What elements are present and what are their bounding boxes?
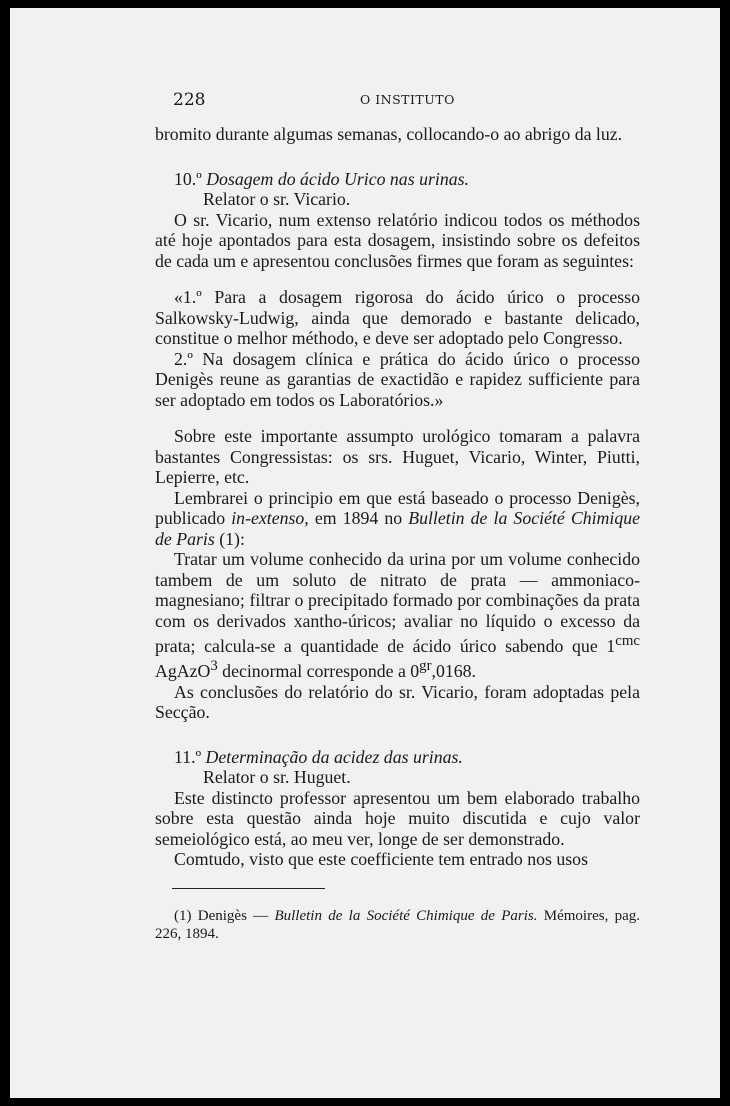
p3-italic-1: in-extenso, bbox=[231, 508, 309, 528]
section-11-reporter: Relator o sr. Huguet. bbox=[203, 767, 351, 788]
intro-paragraph: bromito durante algumas semanas, collocando-o ao abrigo da luz. bbox=[155, 124, 623, 144]
section-11-paragraph-1: Este distincto professor apresentou um bem elaborado trabalho sobre esta questão ainda hoje muito discutida e cujo valor semeiológico está, ao meu ver, longe de ser demonstrado. bbox=[155, 787, 640, 849]
p3-text-a: Lembrarei o principio em que está baseado o processo Denigès, publicado bbox=[155, 487, 640, 528]
section-10-number: 10.º bbox=[174, 168, 202, 189]
p4-text-d: ,0168. bbox=[431, 661, 476, 682]
section-10-paragraph-3 bbox=[155, 488, 640, 550]
p4-sup-2: 3 bbox=[210, 658, 218, 675]
p4-text-c: decinormal corresponde a 0 bbox=[217, 661, 420, 682]
quote-item-1: «1.º Para a dosagem rigorosa do ácido úrico o processo Salkowsky-Ludwig, ainda que demorado e bastante delicado, constitue o melhor méthodo, e deve ser adoptado pelo Congresso. bbox=[155, 287, 640, 348]
quote-item-2: 2.º Na dosagem clínica e prática do ácido úrico o processo Denigès reune as garantias de exactidão e rapidez sufficiente para ser adoptado em todos os Laboratórios.» bbox=[155, 348, 640, 410]
footnote bbox=[155, 907, 640, 943]
page-number: 228 bbox=[173, 90, 206, 110]
section-10-paragraph-2: Sobre este importante assumpto urológico tomaram a palavra bastantes Congressistas: os srs. Huguet, Vicario, Winter, Piutti, Lepierre, etc. bbox=[155, 426, 640, 487]
section-10-heading bbox=[155, 169, 640, 190]
p4-text-a: Tratar um volume conhecido da urina por um volume conhecido tambem de um soluto de nitrato de prata — ammoniaco-magnesiano; filtrar o precipitado formado por combinações da prata com os derivados xantho-úricos; avaliar no líquido o excesso da prata; calcula-se a quantidade de ácido úrico sabendo que 1 bbox=[155, 549, 640, 656]
section-10-paragraph-5: As conclusões do relatório do sr. Vicario, foram adoptadas pela Secção. bbox=[155, 681, 640, 723]
section-11-paragraph-2: Comtudo, visto que este coefficiente tem entrado nos usos bbox=[174, 849, 588, 870]
footnote-rest: Mémoires, pag. 226, 1894. bbox=[155, 908, 640, 942]
section-10-paragraph-4 bbox=[155, 549, 640, 682]
section-10-title: Dosagem do ácido Urico nas urinas. bbox=[206, 168, 469, 189]
section-10-paragraph-1: O sr. Vicario, num extenso relatório indicou todos os méthodos até hoje apontados para esta dosagem, insistindo sobre os defeitos de cada um e apresentou conclusões firmes que foram as seguintes: bbox=[155, 209, 640, 271]
footnote-divider bbox=[172, 888, 325, 889]
p4-sup-3: gr bbox=[419, 658, 432, 675]
p3-text-b: em 1894 no bbox=[314, 508, 403, 528]
section-11-number: 11.º bbox=[174, 746, 202, 767]
p4-sup-1: cmc bbox=[615, 633, 640, 649]
p4-text-b: AgAzO bbox=[155, 661, 211, 682]
running-title: O INSTITUTO bbox=[360, 92, 455, 107]
footnote-marker: (1) Denigès — bbox=[174, 908, 269, 924]
section-11-title: Determinação da acidez das urinas. bbox=[205, 746, 463, 767]
footnote-ref: (1): bbox=[219, 528, 245, 549]
body-text bbox=[155, 124, 640, 870]
section-11-heading bbox=[155, 747, 640, 768]
footnote-source: Bulletin de la Société Chimique de Paris. bbox=[274, 908, 538, 924]
p3-italic-2: Bulletin de la Société Chimique de Paris bbox=[155, 508, 641, 549]
section-10-reporter: Relator o sr. Vicario. bbox=[203, 189, 351, 209]
